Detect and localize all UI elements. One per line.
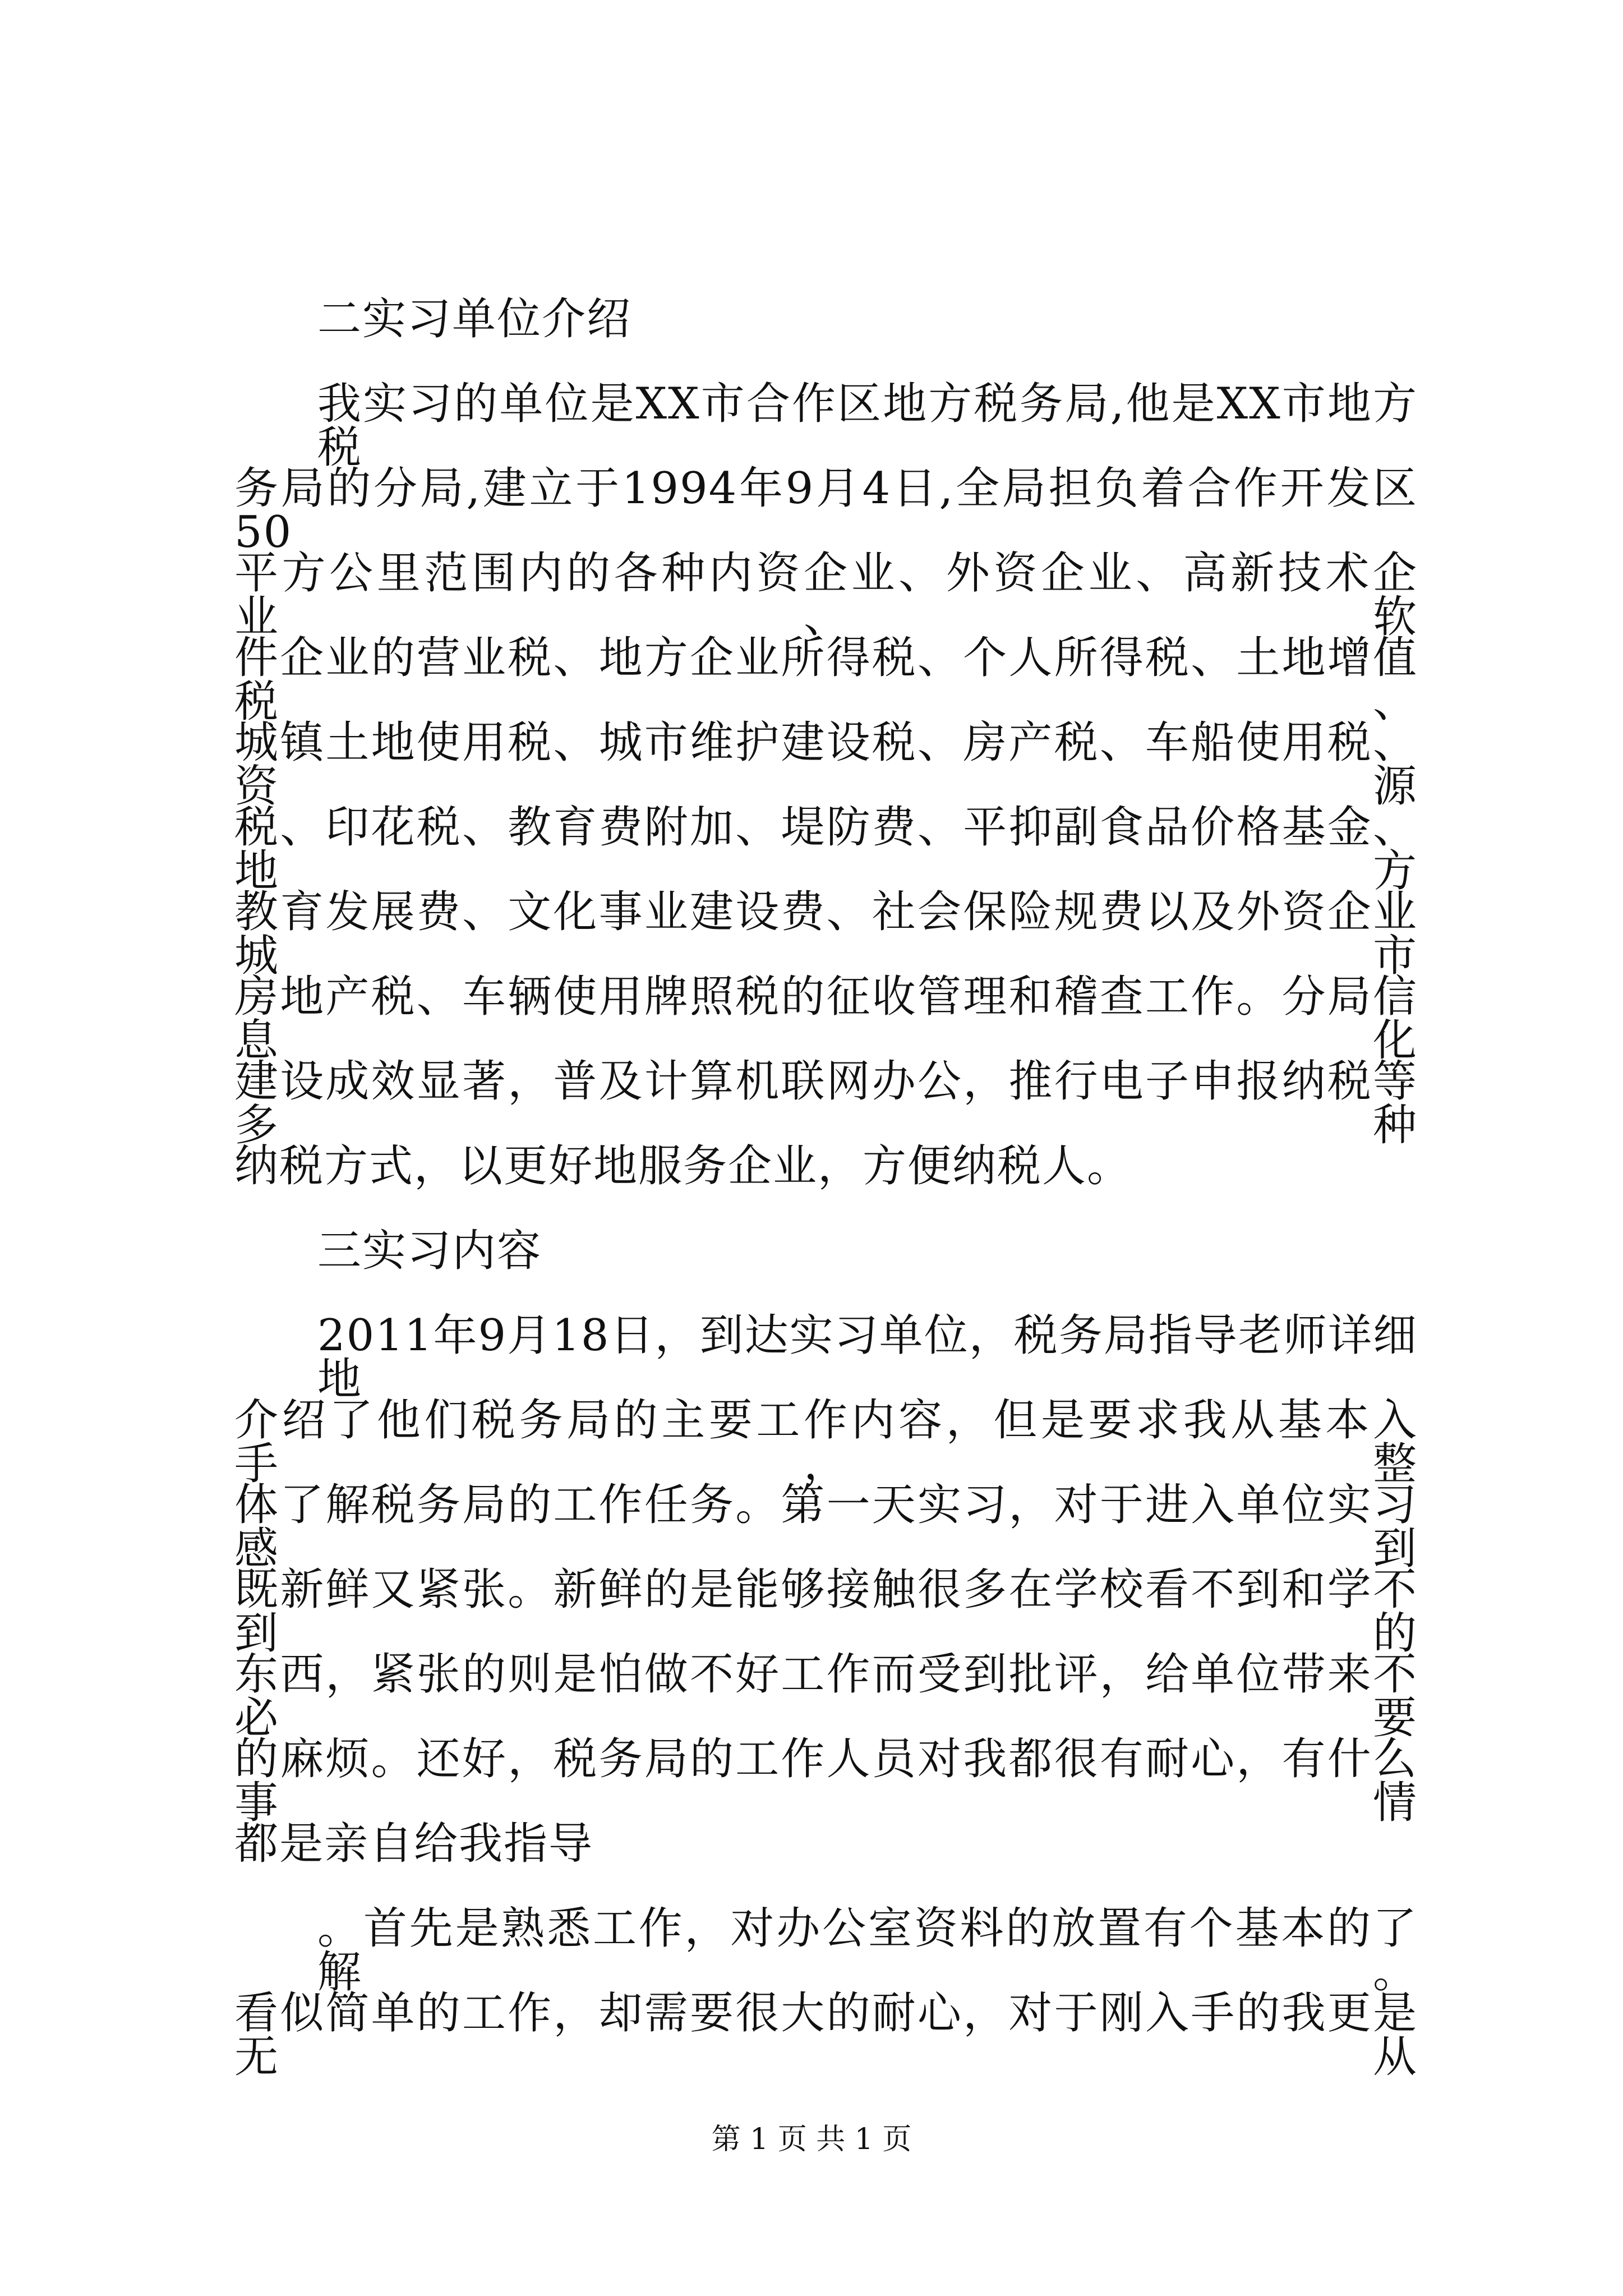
paragraph-line: 税、印花税、教育费附加、堤防费、平抑副食品价格基金、地方 (234, 802, 1418, 896)
paragraph-line: 建设成效显著，普及计算机联网办公，推行电子申报纳税等多种 (234, 1056, 1418, 1151)
paragraph-line: 东西，紧张的则是怕做不好工作而受到批评，给单位带来不必要 (234, 1649, 1418, 1743)
paragraph-line: 我实习的单位是XX市合作区地方税务局,他是XX市地方税 (317, 379, 1418, 473)
paragraph-line: 平方公里范围内的各种内资企业、外资企业、高新技术企业、软 (234, 548, 1418, 642)
paragraph-line: 看似简单的工作，却需要很大的耐心，对于刚入手的我更是无从 (234, 1988, 1418, 2082)
paragraph-line: 务局的分局,建立于1994年9月4日,全局担负着合作开发区50 (234, 463, 1418, 558)
paragraph-line: 件企业的营业税、地方企业所得税、个人所得税、土地增值税、 (234, 633, 1418, 727)
paragraph-line: 体了解税务局的工作任务。第一天实习，对于进入单位实习感到 (234, 1480, 1418, 1574)
paragraph-line: 城镇土地使用税、城市维护建设税、房产税、车船使用税、资源 (234, 717, 1418, 812)
paragraph-line: 的麻烦。还好，税务局的工作人员对我都很有耐心，有什么事情 (234, 1734, 1418, 1828)
page-footer: 第 1 页 共 1 页 (711, 2123, 912, 2156)
document-body (234, 294, 1418, 2082)
paragraph-line: 纳税方式，以更好地服务企业，方便纳税人。 (234, 1141, 1132, 1191)
paragraph-line: 既新鲜又紧张。新鲜的是能够接触很多在学校看不到和学不到的 (234, 1565, 1418, 1659)
paragraph-line: 介绍了他们税务局的主要工作内容，但是要求我从基本入手，整 (234, 1395, 1418, 1489)
paragraph-line: 。首先是熟悉工作，对办公室资料的放置有个基本的了解。 (317, 1903, 1418, 1998)
paragraph-line: 都是亲自给我指导 (234, 1819, 594, 1869)
paragraph-line: 教育发展费、文化事业建设费、社会保险规费以及外资企业城市 (234, 887, 1418, 981)
paragraph-line: 2011年9月18日，到达实习单位，税务局指导老师详细地 (317, 1310, 1418, 1405)
paragraph-line: 房地产税、车辆使用牌照税的征收管理和稽查工作。分局信息化 (234, 972, 1418, 1066)
section-heading-content: 三实习内容 (317, 1226, 542, 1276)
section-heading-unit-intro: 二实习单位介绍 (317, 294, 632, 344)
